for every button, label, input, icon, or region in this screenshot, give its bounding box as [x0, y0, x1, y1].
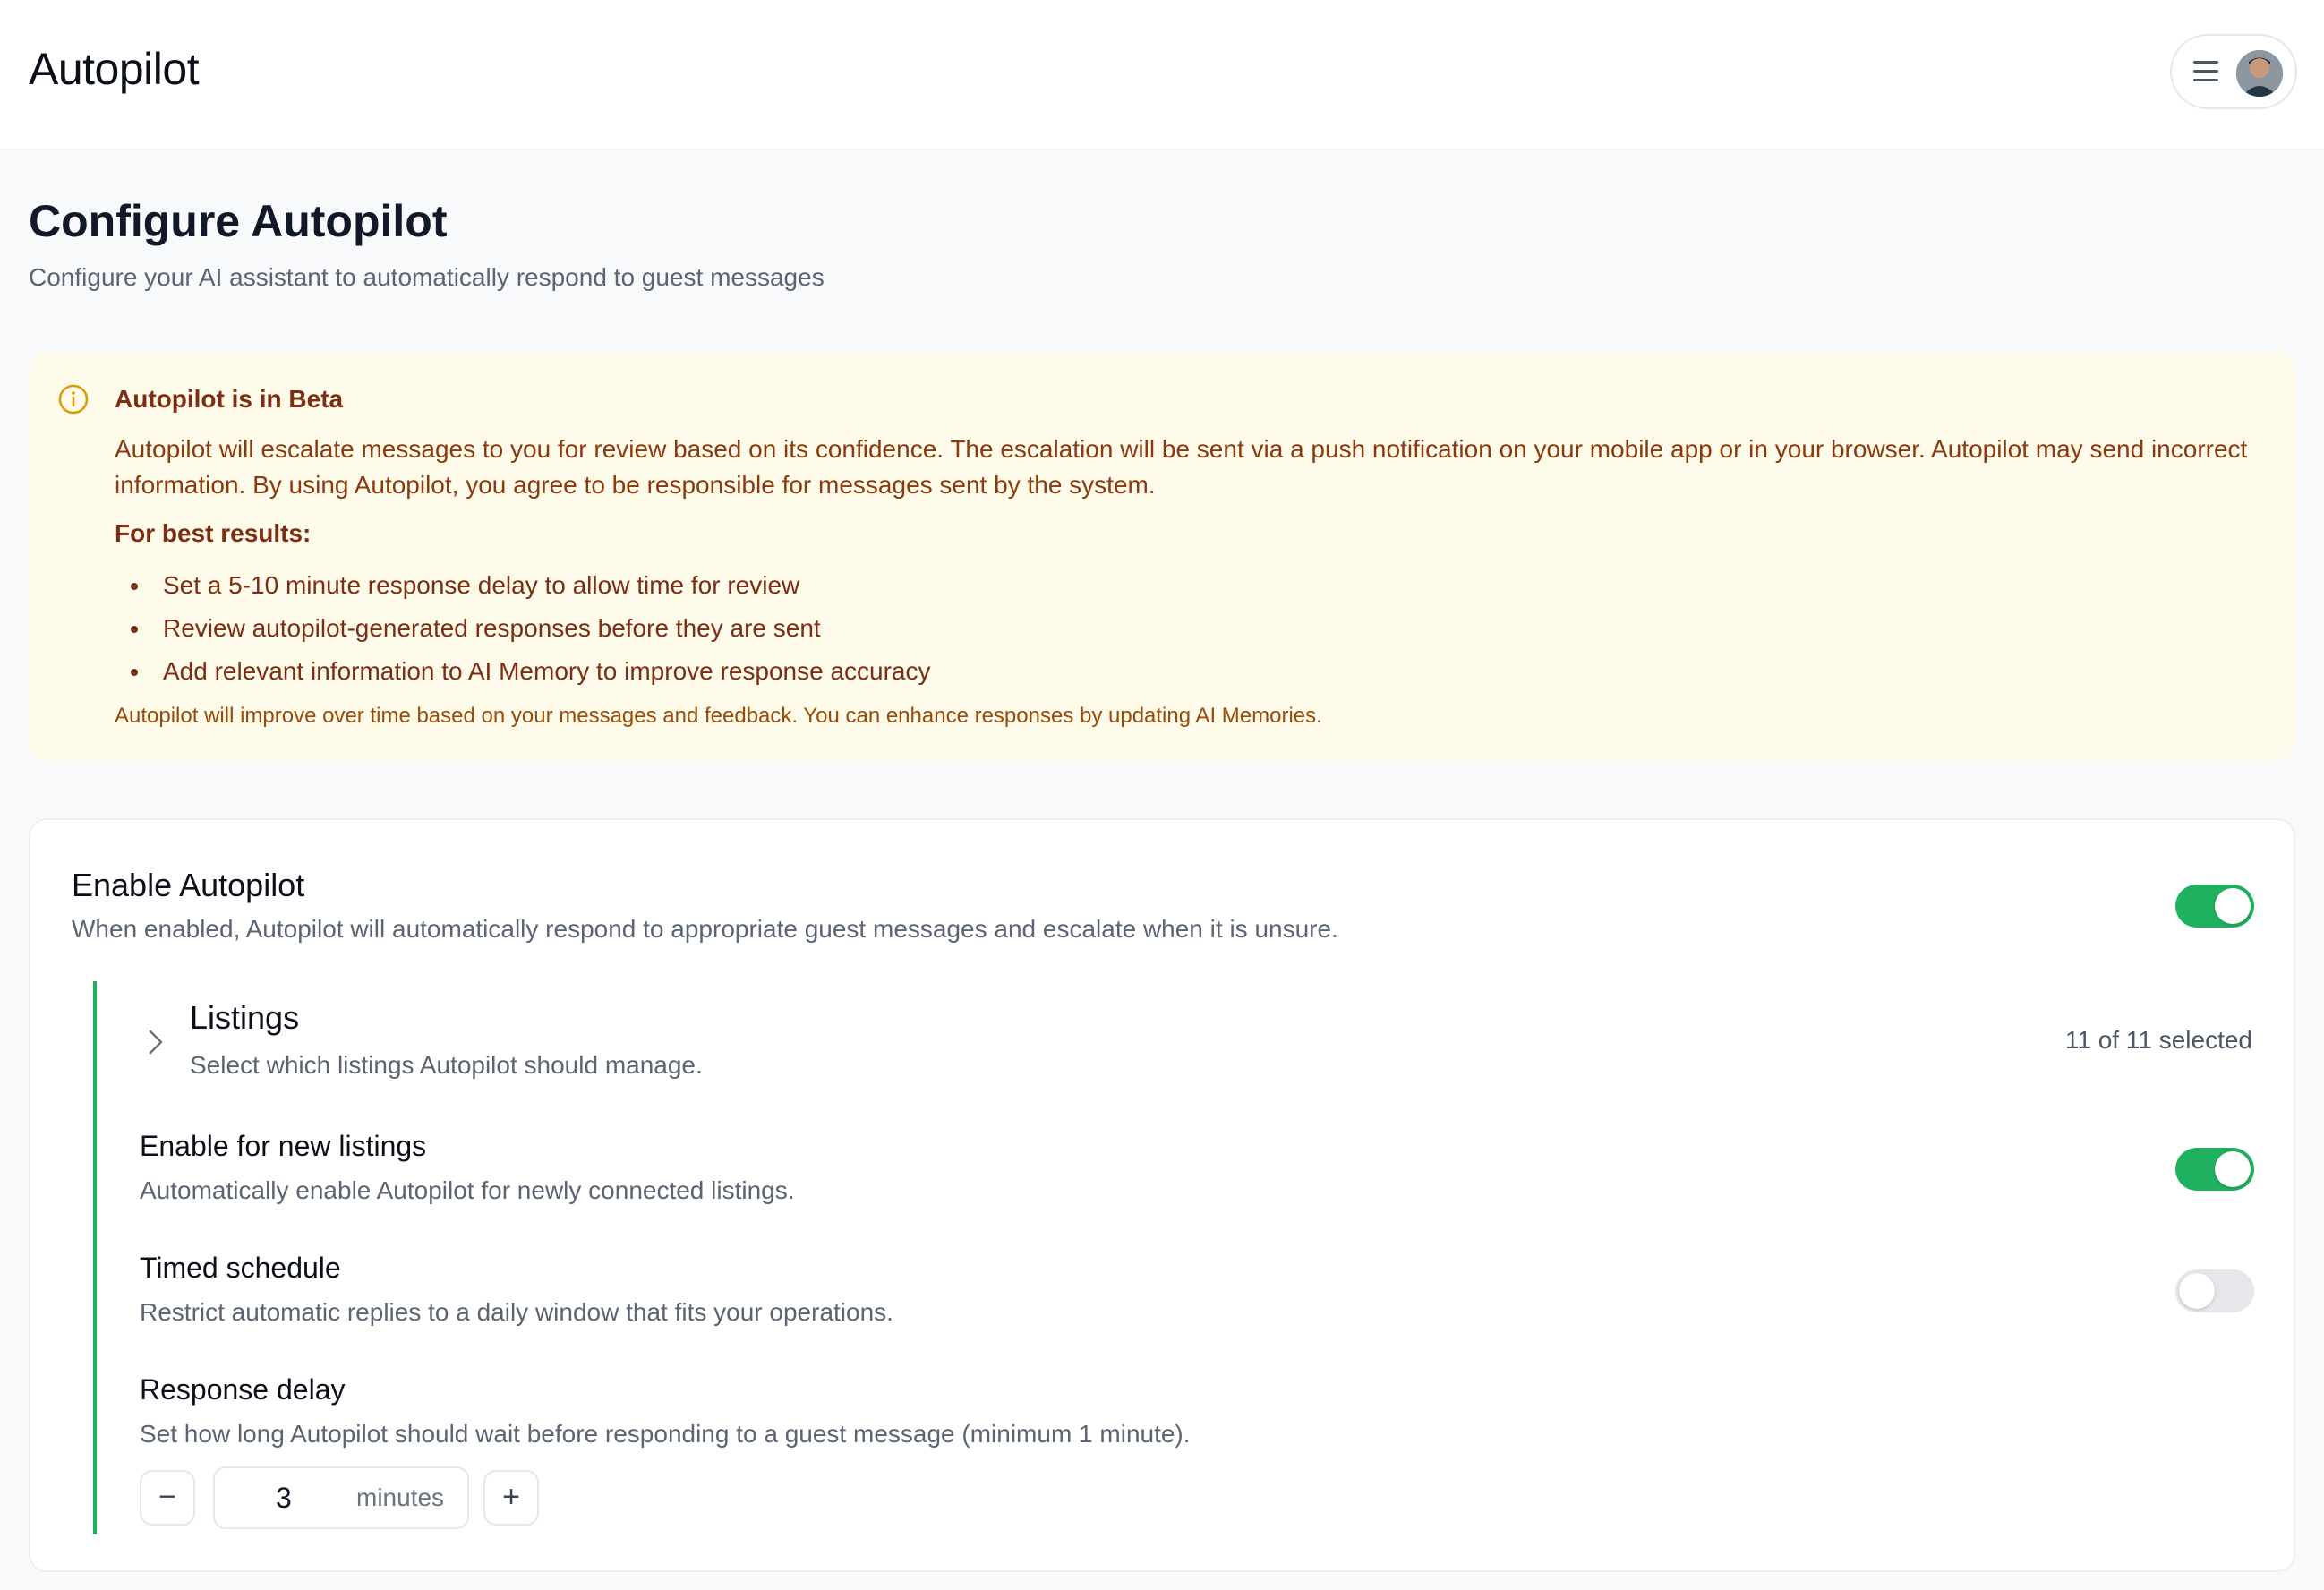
page-subtitle: Configure your AI assistant to automatically respond to guest messages	[29, 263, 825, 291]
beta-body: Autopilot will escalate messages to you for review based on its confidence. The escalation will be sent via a push notification on your mobile app or in your browser. Autopilot may send incorrect information. By using Autopilot, you agree to be responsible for messages sent by the system.	[115, 435, 2248, 499]
listings-selected-count: 11 of 11 selected	[2064, 1026, 2252, 1054]
page-title: Configure Autopilot	[29, 196, 448, 246]
timed-schedule-toggle[interactable]	[2175, 1269, 2254, 1312]
response-delay-title: Response delay	[140, 1373, 346, 1406]
response-delay-description: Set how long Autopilot should wait before responding to a guest message (minimum 1 minute).	[140, 1420, 1191, 1448]
response-delay-input[interactable]	[213, 1466, 469, 1529]
list-item: Add relevant information to AI Memory to improve response accuracy	[115, 650, 931, 693]
user-menu-button[interactable]	[2170, 34, 2297, 109]
decrement-button[interactable]: −	[140, 1470, 195, 1526]
enable-autopilot-title: Enable Autopilot	[72, 867, 305, 903]
info-icon	[57, 383, 90, 415]
new-listings-title: Enable for new listings	[140, 1130, 427, 1162]
settings-indent-rule	[93, 981, 97, 1534]
timed-schedule-description: Restrict automatic replies to a daily window that fits your operations.	[140, 1298, 893, 1326]
hamburger-menu-icon	[2193, 61, 2218, 84]
response-delay-unit: minutes	[356, 1483, 445, 1511]
beta-notice	[29, 353, 2295, 761]
timed-schedule-title: Timed schedule	[140, 1252, 341, 1284]
listings-description: Select which listings Autopilot should manage.	[190, 1051, 703, 1079]
increment-button[interactable]: +	[483, 1470, 539, 1526]
enable-autopilot-description: When enabled, Autopilot will automatically respond to appropriate guest messages and escalate when it is unsure.	[72, 915, 1338, 943]
new-listings-description: Automatically enable Autopilot for newly connected listings.	[140, 1176, 795, 1204]
autopilot-settings-card	[29, 818, 2295, 1572]
new-listings-toggle[interactable]	[2175, 1148, 2254, 1191]
enable-autopilot-toggle[interactable]	[2175, 885, 2254, 928]
beta-footnote: Autopilot will improve over time based on your messages and feedback. You can enhance responses by updating AI Memories.	[115, 704, 1322, 728]
tips-list	[115, 564, 931, 693]
response-delay-value: 3	[276, 1482, 292, 1514]
list-item: Set a 5-10 minute response delay to allow time for review	[115, 564, 931, 607]
list-item: Review autopilot-generated responses before they are sent	[115, 607, 931, 650]
listings-title[interactable]: Listings	[190, 999, 300, 1036]
beta-title: Autopilot is in Beta	[115, 385, 344, 413]
user-avatar	[2236, 50, 2283, 97]
app-title: Autopilot	[29, 44, 200, 94]
best-results-heading: For best results:	[115, 519, 312, 547]
chevron-right-icon[interactable]	[145, 1026, 167, 1058]
top-bar	[0, 0, 2324, 150]
